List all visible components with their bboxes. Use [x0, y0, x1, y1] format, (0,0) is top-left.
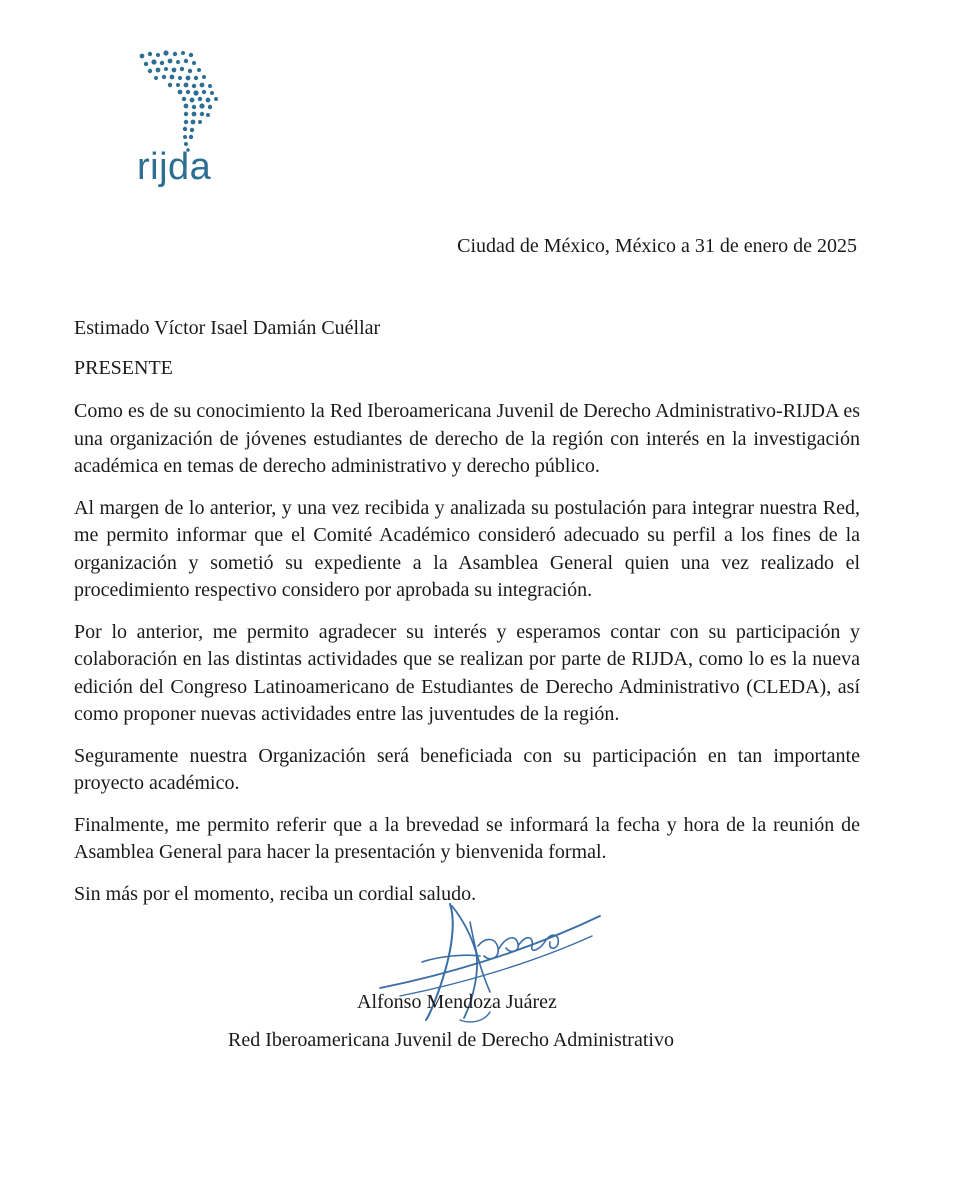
signer-name: Alfonso Mendoza Juárez: [357, 991, 557, 1013]
date-line: Ciudad de México, México a 31 de enero de 2025: [457, 235, 857, 257]
closing-line: Sin más por el momento, reciba un cordial saludo.: [74, 882, 477, 905]
latin-america-dots-map-icon: [128, 44, 238, 154]
body-paragraph: Por lo anterior, me permito agradecer su interés y esperamos contar con su participación y colaboración en las distintas actividades que se realizan por parte de RIJDA, como lo es la nueva edición del Congreso Latinoamericano de Estudiantes de Derecho Administrativo (CLEDA), así como proponer nuevas actividades entre las juventudes de la región.: [74, 620, 860, 725]
body-paragraph: Seguramente nuestra Organización será beneficiada con su participación en tan importante proyecto académico.: [74, 744, 860, 794]
signer-organization: Red Iberoamericana Juvenil de Derecho Administrativo: [228, 1029, 674, 1051]
presente-heading: PRESENTE: [74, 357, 173, 379]
body-paragraph: Finalmente, me permito referir que a la brevedad se informará la fecha y hora de la reunión de Asamblea General para hacer la presentación y bienvenida formal.: [74, 813, 860, 863]
body-paragraph: Al margen de lo anterior, y una vez recibida y analizada su postulación para integrar nuestra Red, me permito informar que el Comité Académico consideró adecuado su perfil a los fines de la organización y sometió su expediente a la Asamblea General quien una vez realizado el procedimiento respectivo considero por aprobada su integración.: [74, 496, 860, 601]
logo-wordmark: rijda: [137, 146, 212, 188]
greeting: Estimado Víctor Isael Damián Cuéllar: [74, 317, 381, 339]
rijda-logo: [128, 44, 238, 204]
letter-body: [74, 398, 860, 922]
body-paragraph: Como es de su conocimiento la Red Iberoamericana Juvenil de Derecho Administrativo-RIJDA es una organización de jóvenes estudiantes de derecho de la región con interés en la investigación académica en temas de derecho administrativo y derecho público.: [74, 400, 860, 477]
handwritten-signature: [360, 892, 610, 1042]
